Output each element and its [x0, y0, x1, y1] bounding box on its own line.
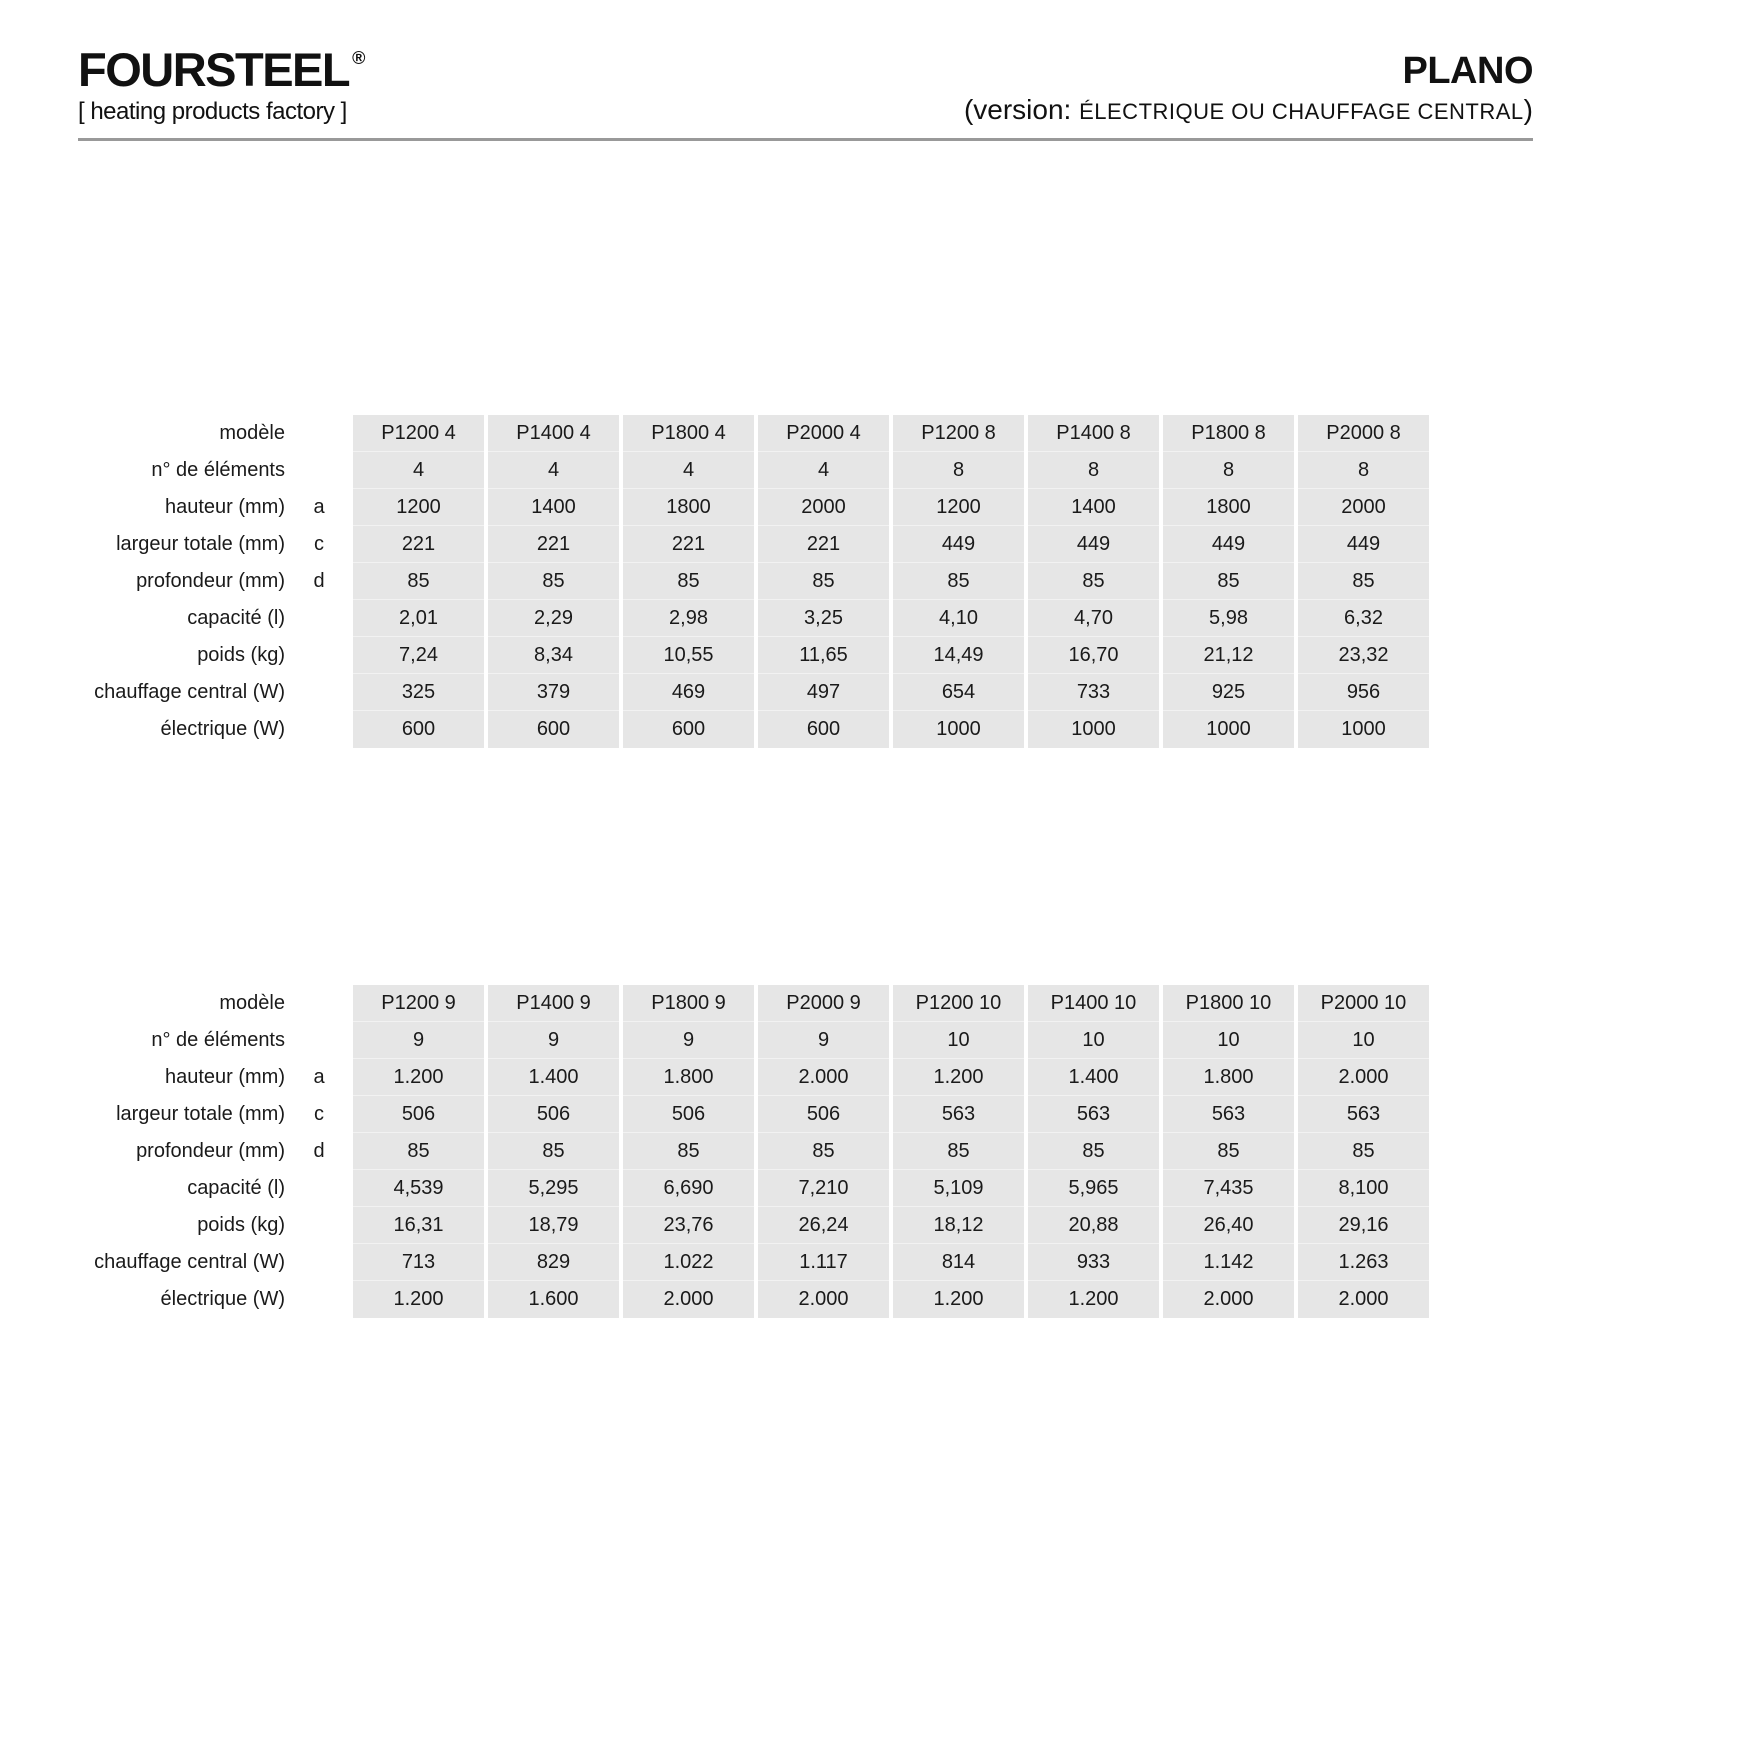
row-label: largeur totale (mm): [116, 1103, 285, 1125]
value-cell: 449: [1028, 526, 1159, 563]
value-cell: 14,49: [893, 637, 1024, 674]
value-cell: 1.400: [488, 1059, 619, 1096]
model-header-cell: P2000 10: [1298, 985, 1429, 1022]
product-version: [964, 94, 1533, 126]
value-cell: 497: [758, 674, 889, 711]
value-cell: 1000: [893, 711, 1024, 748]
model-header-cell: P1200 10: [893, 985, 1024, 1022]
value-cell: 10: [893, 1022, 1024, 1059]
value-cell: 2.000: [623, 1281, 754, 1318]
value-cell: 1.800: [623, 1059, 754, 1096]
value-cell: 9: [758, 1022, 889, 1059]
value-cell: 1800: [623, 489, 754, 526]
value-cell: 7,210: [758, 1170, 889, 1207]
model-header-cell: P1800 9: [623, 985, 754, 1022]
version-prefix: (version:: [963, 94, 1080, 125]
value-cell: 85: [623, 563, 754, 600]
value-cell: 3,25: [758, 600, 889, 637]
value-cell: 2.000: [1298, 1281, 1429, 1318]
value-cell: 449: [1298, 526, 1429, 563]
value-cell: 21,12: [1163, 637, 1294, 674]
value-cell: 2.000: [1163, 1281, 1294, 1318]
value-cell: 654: [893, 674, 1024, 711]
row-label: modèle: [219, 422, 285, 444]
model-header-cell: P1800 8: [1163, 415, 1294, 452]
value-cell: 506: [758, 1096, 889, 1133]
row-label: largeur totale (mm): [116, 533, 285, 555]
value-cell: 8,100: [1298, 1170, 1429, 1207]
dimension-letter: [289, 711, 349, 748]
value-cell: 8: [1163, 452, 1294, 489]
value-cell: 9: [353, 1022, 484, 1059]
value-cell: 600: [488, 711, 619, 748]
value-cell: 23,32: [1298, 637, 1429, 674]
value-cell: 2,29: [488, 600, 619, 637]
value-cell: 4: [353, 452, 484, 489]
row-label: profondeur (mm): [136, 1140, 285, 1162]
brand-block: [78, 43, 366, 126]
value-cell: 85: [1028, 563, 1159, 600]
value-cell: 4: [758, 452, 889, 489]
row-label: hauteur (mm): [164, 496, 285, 518]
dimension-letter: [289, 415, 349, 452]
dimension-letter: [289, 1207, 349, 1244]
dimension-letter: a: [313, 496, 325, 518]
value-cell: 85: [488, 563, 619, 600]
value-cell: 85: [623, 1133, 754, 1170]
dimension-letter: c: [314, 1103, 324, 1125]
value-cell: 9: [488, 1022, 619, 1059]
dimension-letter: [289, 637, 349, 674]
version-suffix: ): [1523, 94, 1533, 125]
value-cell: 1.117: [758, 1244, 889, 1281]
value-cell: 600: [623, 711, 754, 748]
value-cell: 85: [1163, 563, 1294, 600]
value-cell: 10: [1028, 1022, 1159, 1059]
value-cell: 221: [623, 526, 754, 563]
value-cell: 18,12: [893, 1207, 1024, 1244]
row-label: chauffage central (W): [94, 681, 285, 703]
model-header-cell: P1200 8: [893, 415, 1024, 452]
value-cell: 85: [1298, 1133, 1429, 1170]
value-cell: 85: [353, 1133, 484, 1170]
value-cell: 1000: [1298, 711, 1429, 748]
value-cell: 7,435: [1163, 1170, 1294, 1207]
row-label: poids (kg): [197, 1214, 285, 1236]
row-label: n° de éléments: [151, 459, 285, 481]
header-divider: [78, 138, 1533, 141]
row-label: profondeur (mm): [136, 570, 285, 592]
value-cell: 1200: [893, 489, 1024, 526]
product-title: PLANO: [1402, 50, 1533, 92]
row-label: électrique (W): [160, 718, 285, 740]
value-cell: 2,01: [353, 600, 484, 637]
row-label: hauteur (mm): [164, 1066, 285, 1088]
value-cell: 1400: [1028, 489, 1159, 526]
value-cell: 8: [1028, 452, 1159, 489]
value-cell: 449: [893, 526, 1024, 563]
dimension-letter: d: [313, 1140, 325, 1162]
value-cell: 8: [1298, 452, 1429, 489]
value-cell: 1.600: [488, 1281, 619, 1318]
model-header-cell: P1800 10: [1163, 985, 1294, 1022]
value-cell: 4: [488, 452, 619, 489]
dimension-letter: [289, 1170, 349, 1207]
dimension-letter: a: [313, 1066, 325, 1088]
value-cell: 1.800: [1163, 1059, 1294, 1096]
brand-tagline: [ heating products factory ]: [78, 98, 347, 125]
value-cell: 85: [353, 563, 484, 600]
value-cell: 713: [353, 1244, 484, 1281]
row-label: poids (kg): [197, 644, 285, 666]
value-cell: 449: [1163, 526, 1294, 563]
value-cell: 1.200: [893, 1059, 1024, 1096]
value-cell: 379: [488, 674, 619, 711]
value-cell: 85: [1028, 1133, 1159, 1170]
row-label: modèle: [219, 992, 285, 1014]
version-value: ÉLECTRIQUE OU CHAUFFAGE CENTRAL: [1079, 99, 1524, 124]
dimension-letter: c: [314, 533, 324, 555]
page-header: [78, 43, 1533, 126]
model-header-cell: P1400 9: [488, 985, 619, 1022]
model-header-cell: P1200 9: [353, 985, 484, 1022]
value-cell: 5,109: [893, 1170, 1024, 1207]
dimension-letter: [289, 1022, 349, 1059]
spec-table-upper: [78, 415, 1533, 748]
value-cell: 563: [1298, 1096, 1429, 1133]
value-cell: 221: [488, 526, 619, 563]
value-cell: 1.022: [623, 1244, 754, 1281]
value-cell: 10,55: [623, 637, 754, 674]
value-cell: 925: [1163, 674, 1294, 711]
value-cell: 2000: [1298, 489, 1429, 526]
dimension-letter: [289, 985, 349, 1022]
value-cell: 1.200: [353, 1059, 484, 1096]
model-header-cell: P2000 9: [758, 985, 889, 1022]
value-cell: 563: [1028, 1096, 1159, 1133]
value-cell: 6,690: [623, 1170, 754, 1207]
model-header-cell: P1200 4: [353, 415, 484, 452]
value-cell: 4,70: [1028, 600, 1159, 637]
dimension-letter: [289, 1244, 349, 1281]
value-cell: 26,40: [1163, 1207, 1294, 1244]
value-cell: 506: [623, 1096, 754, 1133]
model-header-cell: P2000 4: [758, 415, 889, 452]
value-cell: 1200: [353, 489, 484, 526]
value-cell: 1.200: [893, 1281, 1024, 1318]
value-cell: 23,76: [623, 1207, 754, 1244]
value-cell: 325: [353, 674, 484, 711]
value-cell: 16,31: [353, 1207, 484, 1244]
value-cell: 563: [1163, 1096, 1294, 1133]
brand-logo: [78, 43, 366, 96]
value-cell: 85: [1298, 563, 1429, 600]
value-cell: 563: [893, 1096, 1024, 1133]
value-cell: 469: [623, 674, 754, 711]
model-header-cell: P2000 8: [1298, 415, 1429, 452]
dimension-letter: d: [313, 570, 325, 592]
value-cell: 20,88: [1028, 1207, 1159, 1244]
value-cell: 11,65: [758, 637, 889, 674]
spec-table-lower: [78, 985, 1533, 1318]
value-cell: 4,10: [893, 600, 1024, 637]
model-header-cell: P1800 4: [623, 415, 754, 452]
value-cell: 7,24: [353, 637, 484, 674]
value-cell: 506: [488, 1096, 619, 1133]
value-cell: 10: [1298, 1022, 1429, 1059]
dimension-letter: [289, 600, 349, 637]
value-cell: 506: [353, 1096, 484, 1133]
model-header-cell: P1400 8: [1028, 415, 1159, 452]
brand-name-text: FOURSTEEL: [78, 43, 350, 96]
row-label: électrique (W): [160, 1288, 285, 1310]
value-cell: 1000: [1028, 711, 1159, 748]
value-cell: 85: [758, 1133, 889, 1170]
value-cell: 5,965: [1028, 1170, 1159, 1207]
value-cell: 1400: [488, 489, 619, 526]
value-cell: 18,79: [488, 1207, 619, 1244]
value-cell: 2000: [758, 489, 889, 526]
value-cell: 1.142: [1163, 1244, 1294, 1281]
value-cell: 221: [758, 526, 889, 563]
value-cell: 8: [893, 452, 1024, 489]
value-cell: 6,32: [1298, 600, 1429, 637]
value-cell: 5,295: [488, 1170, 619, 1207]
value-cell: 733: [1028, 674, 1159, 711]
value-cell: 1.200: [353, 1281, 484, 1318]
dimension-letter: [289, 1281, 349, 1318]
value-cell: 1800: [1163, 489, 1294, 526]
value-cell: 29,16: [1298, 1207, 1429, 1244]
value-cell: 814: [893, 1244, 1024, 1281]
value-cell: 2,98: [623, 600, 754, 637]
model-header-cell: P1400 10: [1028, 985, 1159, 1022]
value-cell: 85: [893, 1133, 1024, 1170]
value-cell: 1.400: [1028, 1059, 1159, 1096]
row-label: n° de éléments: [151, 1029, 285, 1051]
dimension-letter: [289, 674, 349, 711]
value-cell: 85: [893, 563, 1024, 600]
row-label: capacité (l): [187, 1177, 285, 1199]
row-label: chauffage central (W): [94, 1251, 285, 1273]
value-cell: 829: [488, 1244, 619, 1281]
value-cell: 1000: [1163, 711, 1294, 748]
value-cell: 600: [758, 711, 889, 748]
value-cell: 221: [353, 526, 484, 563]
row-label: capacité (l): [187, 607, 285, 629]
value-cell: 9: [623, 1022, 754, 1059]
value-cell: 1.200: [1028, 1281, 1159, 1318]
value-cell: 1.263: [1298, 1244, 1429, 1281]
value-cell: 4: [623, 452, 754, 489]
value-cell: 5,98: [1163, 600, 1294, 637]
value-cell: 85: [488, 1133, 619, 1170]
value-cell: 8,34: [488, 637, 619, 674]
value-cell: 2.000: [1298, 1059, 1429, 1096]
value-cell: 85: [1163, 1133, 1294, 1170]
value-cell: 16,70: [1028, 637, 1159, 674]
value-cell: 2.000: [758, 1059, 889, 1096]
dimension-letter: [289, 452, 349, 489]
value-cell: 4,539: [353, 1170, 484, 1207]
value-cell: 2.000: [758, 1281, 889, 1318]
model-header-cell: P1400 4: [488, 415, 619, 452]
value-cell: 600: [353, 711, 484, 748]
product-block: [964, 52, 1533, 126]
registered-trademark-symbol: ®: [352, 48, 366, 68]
value-cell: 10: [1163, 1022, 1294, 1059]
value-cell: 933: [1028, 1244, 1159, 1281]
value-cell: 956: [1298, 674, 1429, 711]
value-cell: 26,24: [758, 1207, 889, 1244]
value-cell: 85: [758, 563, 889, 600]
